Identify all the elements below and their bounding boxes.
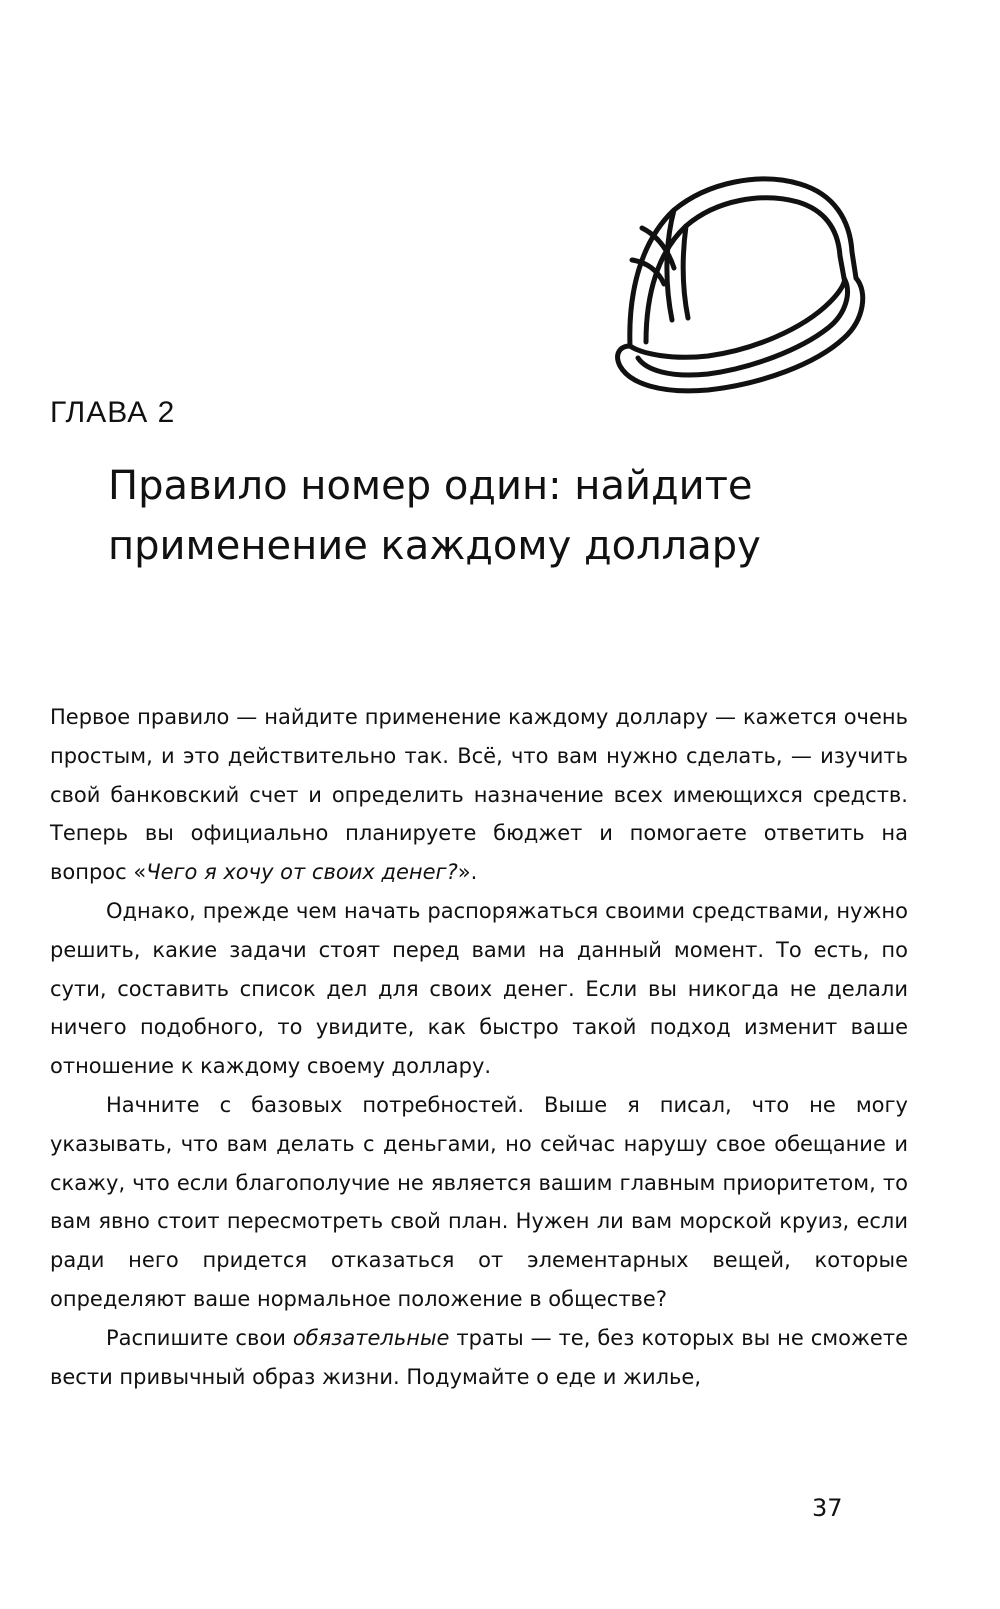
body-text (50, 698, 908, 1396)
paragraph-1-end: ». (457, 860, 478, 885)
paragraph-4-end: траты — те, без которых вы не сможете вести привычный образ жизни. Подумайте о еде и жилье, (50, 1325, 908, 1389)
paragraph-1-text: Первое правило — найдите применение каждому доллару — кажется очень простым, и это действительно так. Всё, что вам нужно сделать, — изучить свой банковский счет и определить назначение всех имеющихся средств. Теперь вы официально планируете бюджет и помогаете ответить на вопрос « (50, 705, 908, 885)
paragraph-1-question: Чего я хочу от своих денег? (146, 860, 458, 885)
paragraph-3: Начните с базовых потребностей. Выше я писал, что не могу указывать, что вам делать с деньгами, но сейчас нарушу свое обещание и скажу, что если благополучие не является вашим главным приоритетом, то вам явно стоит пересмотреть свой план. Нужен ли вам морской круиз, если ради него придется отказаться от элементарных вещей, которые определяют ваше нормальное положение в обществе? (50, 1092, 908, 1311)
paragraph-4 (50, 1319, 908, 1397)
paragraph-4-emphasis: обязательные (292, 1325, 450, 1350)
paragraph-2: Однако, прежде чем начать распоряжаться своими средствами, нужно решить, какие задачи стоят перед вами на данный момент. То есть, по сути, составить список дел для своих денег. Если вы никогда не делали ничего подобного, то увидите, как быстро такой подход изменит ваше отношение к каждому своему доллару. (50, 898, 908, 1079)
hard-hat-icon (612, 170, 874, 396)
chapter-title-line-2: применение каждому доллару (108, 523, 761, 569)
paragraph-4-start: Распишите свои (106, 1325, 293, 1350)
page-number: 37 (812, 1494, 843, 1522)
chapter-title-line-1: Правило номер один: найдите (108, 463, 753, 509)
chapter-title (108, 456, 908, 576)
chapter-label: ГЛАВА 2 (50, 396, 176, 429)
paragraph-1 (50, 698, 908, 892)
